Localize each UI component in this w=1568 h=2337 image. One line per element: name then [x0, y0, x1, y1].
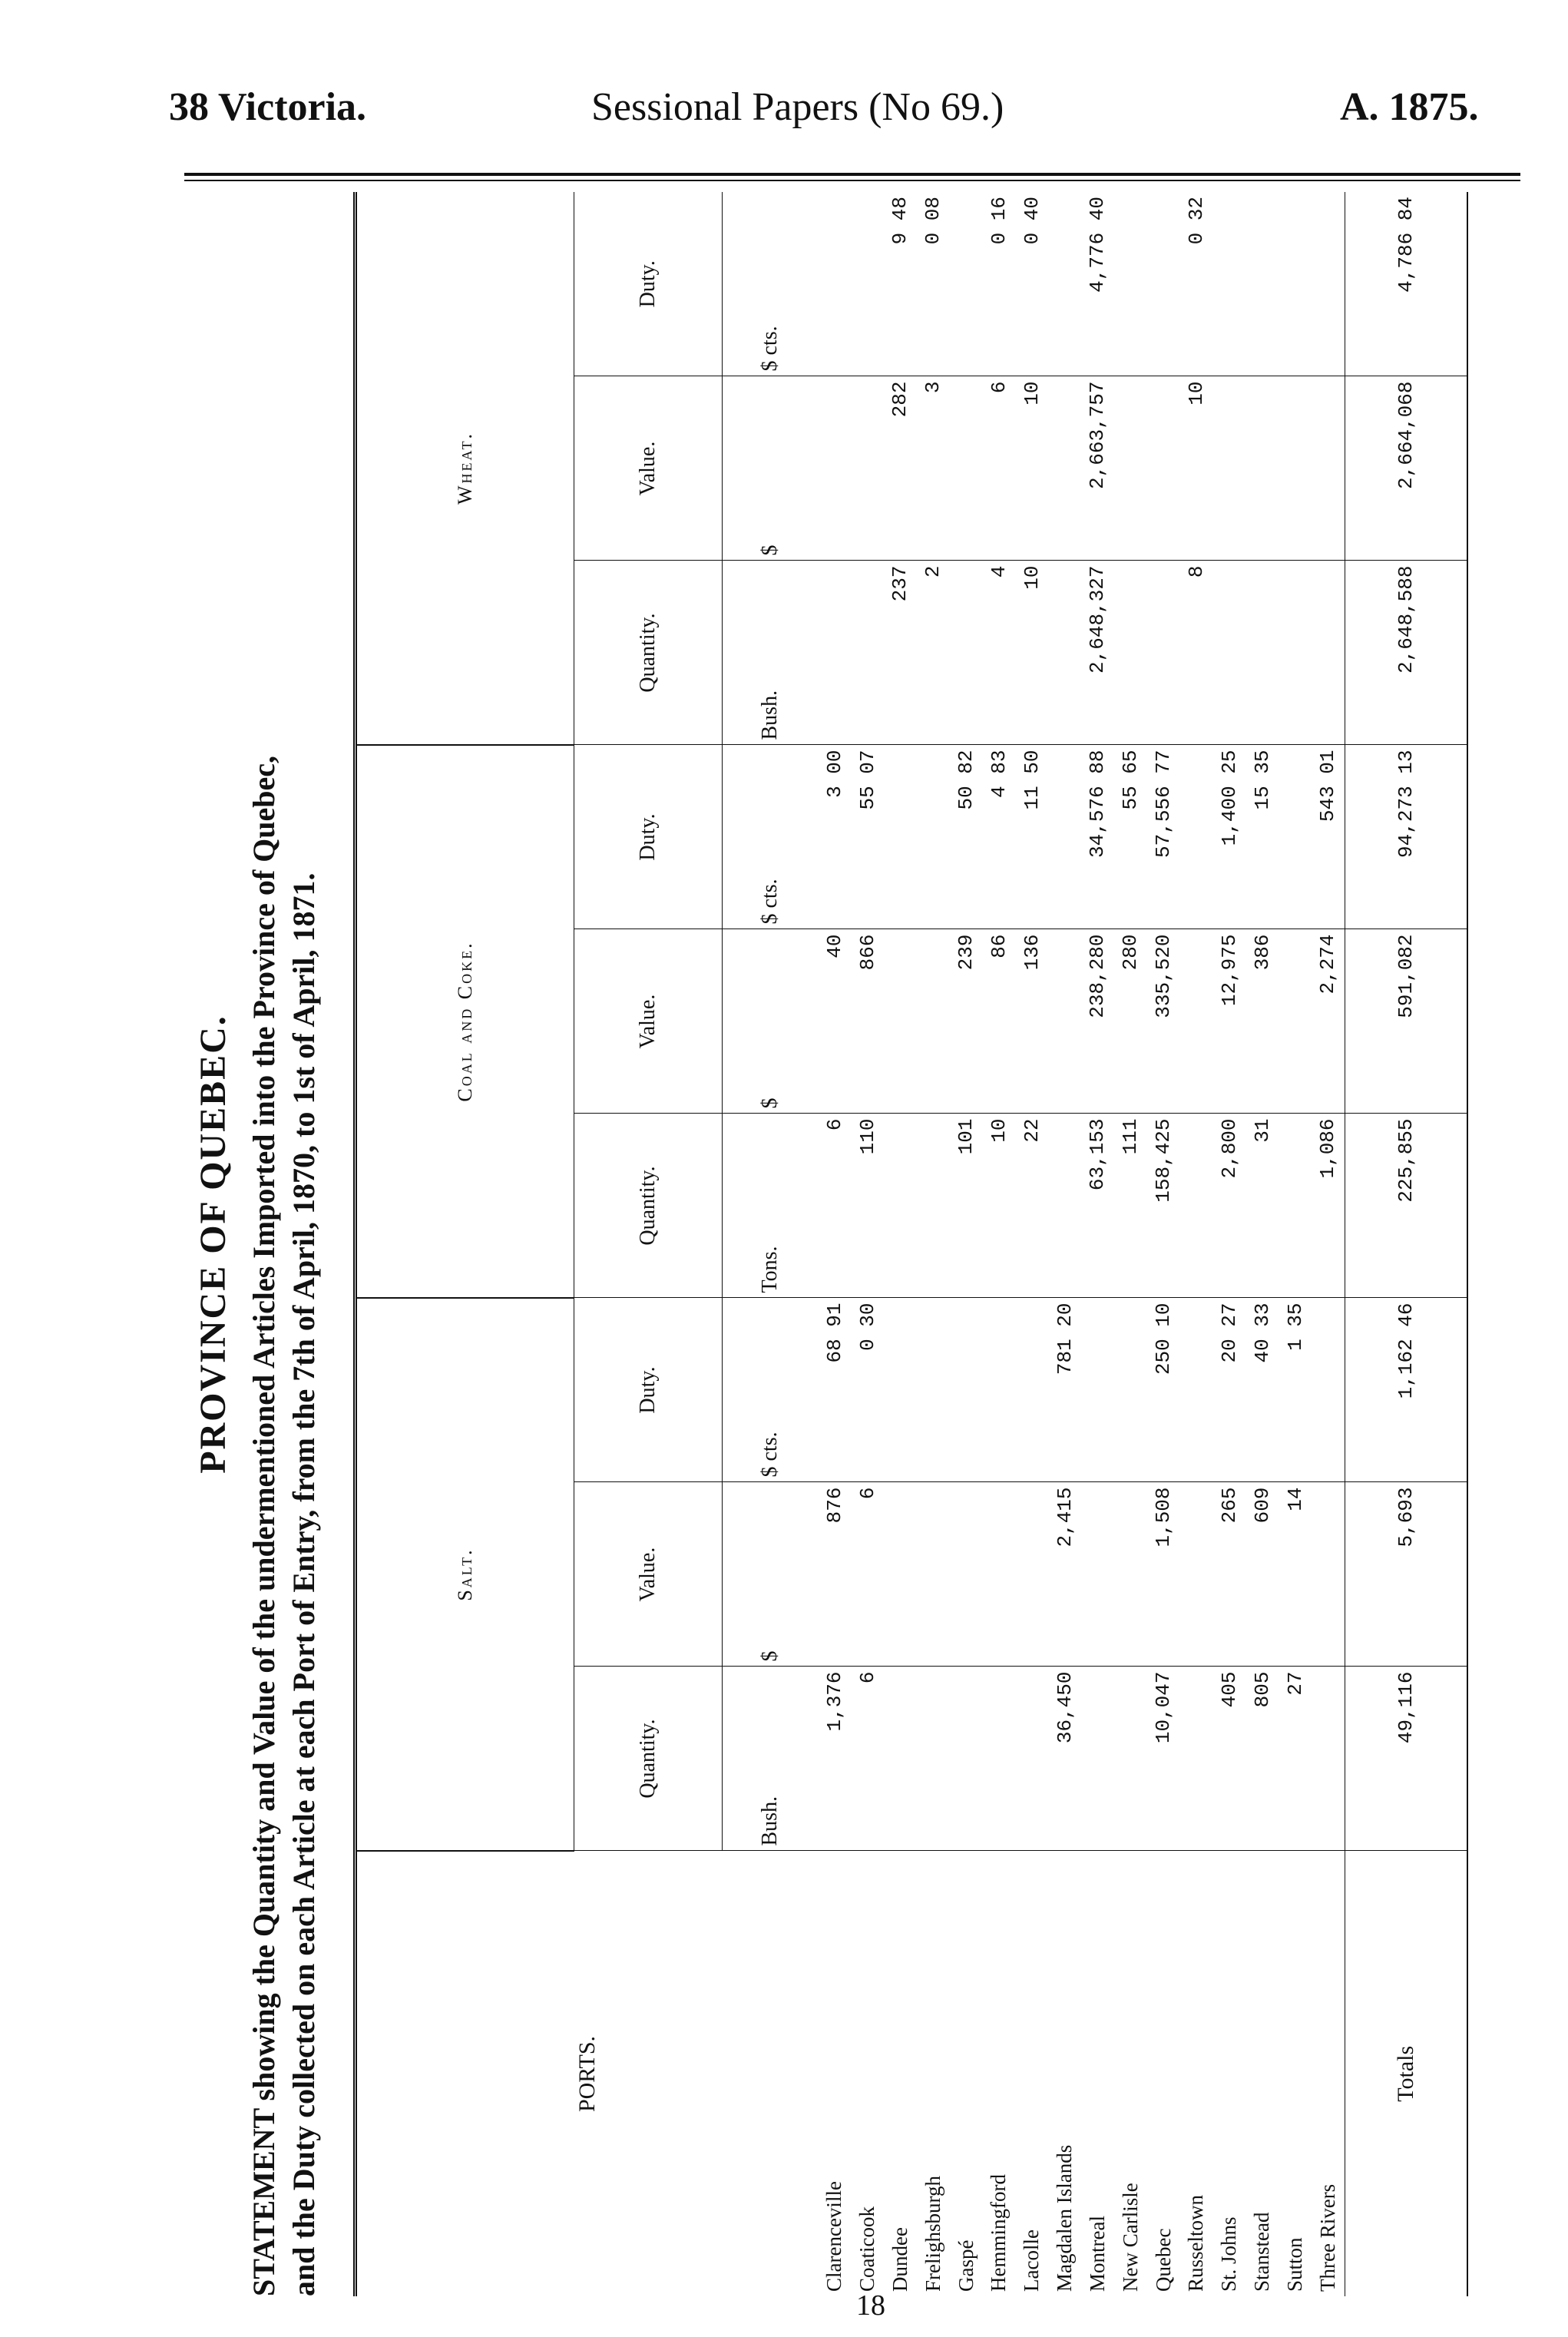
- cell-cd: 11 50: [1015, 745, 1048, 929]
- cell-cd: [1048, 745, 1081, 929]
- total-wheat-quantity: 2,648,588: [1345, 561, 1467, 745]
- port-name: Gaspé: [954, 2239, 978, 2292]
- table-row: [1147, 192, 1180, 2296]
- cell-wq: 237: [884, 561, 917, 745]
- cell-sq: [1312, 1667, 1345, 1851]
- table-row: [1048, 192, 1081, 2296]
- cell-sd: 20 27: [1212, 1298, 1245, 1482]
- port-name: Hemmingford: [987, 2174, 1011, 2292]
- cell-sv: 1,508: [1147, 1482, 1180, 1667]
- cell-sd: [1015, 1298, 1048, 1482]
- total-salt-quantity: 49,116: [1345, 1667, 1467, 1851]
- cell-cd: [1279, 745, 1312, 929]
- cell-wd: [1147, 192, 1180, 376]
- cell-cq: 158,425: [1147, 1114, 1180, 1298]
- cell-cq: 22: [1015, 1114, 1048, 1298]
- cell-wq: [1212, 561, 1245, 745]
- port-name: Dundee: [888, 2227, 911, 2292]
- cell-sv: [884, 1482, 917, 1667]
- cell-cv: 12,975: [1212, 929, 1245, 1114]
- cell-wd: 0 32: [1180, 192, 1213, 376]
- unit-coal-value: $: [723, 929, 819, 1114]
- cell-sq: [917, 1667, 950, 1851]
- page-header: [0, 84, 1568, 146]
- port-name: Coaticook: [855, 2206, 879, 2292]
- port-name: Russeltown: [1184, 2194, 1208, 2292]
- cell-sd: 781 20: [1048, 1298, 1081, 1482]
- table-row: [983, 192, 1016, 2296]
- cell-wd: [1312, 192, 1345, 376]
- cell-sq: 405: [1212, 1667, 1245, 1851]
- cell-cd: 543 01: [1312, 745, 1345, 929]
- cell-sq: 10,047: [1147, 1667, 1180, 1851]
- cell-wv: [1048, 376, 1081, 561]
- cell-sd: 1 35: [1279, 1298, 1312, 1482]
- cell-sq: [950, 1667, 983, 1851]
- wheat-duty-header: Duty.: [574, 192, 723, 376]
- cell-wv: [1212, 376, 1245, 561]
- cell-cv: [1180, 929, 1213, 1114]
- cell-sd: 68 91: [818, 1298, 851, 1482]
- cell-cd: [917, 745, 950, 929]
- total-salt-value: 5,693: [1345, 1482, 1467, 1667]
- cell-cv: 2,274: [1312, 929, 1345, 1114]
- cell-sd: 40 33: [1245, 1298, 1279, 1482]
- cell-wd: [1212, 192, 1245, 376]
- cell-wd: [818, 192, 851, 376]
- cell-wd: [1279, 192, 1312, 376]
- cell-wd: 0 40: [1015, 192, 1048, 376]
- cell-wv: [1279, 376, 1312, 561]
- cell-cq: 63,153: [1081, 1114, 1114, 1298]
- cell-sv: 6: [851, 1482, 884, 1667]
- page-title: PROVINCE OF QUEBEC.: [193, 1015, 233, 1474]
- cell-sv: 2,415: [1048, 1482, 1081, 1667]
- table-row: [1180, 192, 1213, 2296]
- coal-value-header: Value.: [574, 929, 723, 1114]
- cell-cv: [917, 929, 950, 1114]
- cell-wd: 9 48: [884, 192, 917, 376]
- cell-wq: [1312, 561, 1345, 745]
- cell-cd: 3 00: [818, 745, 851, 929]
- cell-cq: [884, 1114, 917, 1298]
- cell-sd: 0 30: [851, 1298, 884, 1482]
- total-salt-duty: 1,162 46: [1345, 1298, 1467, 1482]
- cell-sq: [884, 1667, 917, 1851]
- cell-sv: [950, 1482, 983, 1667]
- wheat-quantity-header: Quantity.: [574, 561, 723, 745]
- cell-wv: 6: [983, 376, 1016, 561]
- cell-cq: 10: [983, 1114, 1016, 1298]
- cell-cd: 15 35: [1245, 745, 1279, 929]
- table-row: [1114, 192, 1147, 2296]
- header-rule-thin: [184, 180, 1520, 181]
- header-rule: [184, 173, 1520, 176]
- page-number: 18: [856, 2289, 885, 2322]
- session-label: 38 Victoria.: [169, 85, 367, 129]
- wheat-value-header: Value.: [574, 376, 723, 561]
- cell-wq: [818, 561, 851, 745]
- port-name: Quebec: [1151, 2228, 1175, 2292]
- port-name: Clarenceville: [822, 2181, 846, 2292]
- cell-cv: 40: [818, 929, 851, 1114]
- rotated-table-page: [192, 192, 1513, 2296]
- cell-wq: 2: [917, 561, 950, 745]
- cell-cq: [1279, 1114, 1312, 1298]
- sessional-papers-label: Sessional Papers (No 69.): [591, 85, 1004, 129]
- cell-wq: [851, 561, 884, 745]
- cell-sd: [884, 1298, 917, 1482]
- port-name: St. Johns: [1217, 2216, 1241, 2292]
- cell-cd: 1,400 25: [1212, 745, 1245, 929]
- cell-cd: [1180, 745, 1213, 929]
- cell-wq: [1279, 561, 1312, 745]
- table-row: [818, 192, 851, 2296]
- cell-sq: 1,376: [818, 1667, 851, 1851]
- cell-sq: [983, 1667, 1016, 1851]
- cell-cd: 50 82: [950, 745, 983, 929]
- cell-wv: 10: [1015, 376, 1048, 561]
- cell-cd: 34,576 88: [1081, 745, 1114, 929]
- port-name: Three Rivers: [1315, 2183, 1339, 2292]
- table-row: [1245, 192, 1279, 2296]
- cell-wq: 4: [983, 561, 1016, 745]
- cell-sv: [1114, 1482, 1147, 1667]
- unit-salt-quantity: Bush.: [723, 1667, 819, 1851]
- port-name: Montreal: [1085, 2216, 1109, 2292]
- unit-salt-duty: $ cts.: [723, 1298, 819, 1482]
- table-row: [851, 192, 884, 2296]
- cell-sd: [1180, 1298, 1213, 1482]
- table-row: [1081, 192, 1114, 2296]
- port-name: New Carlisle: [1118, 2183, 1142, 2292]
- statement-line-2: and the Duty collected on each Article at each Port of Entry, from the 7th of April, 1870, to 1st of April, 1871.: [286, 872, 321, 2296]
- cell-sv: [1015, 1482, 1048, 1667]
- table-row: [1212, 192, 1245, 2296]
- cell-sq: 27: [1279, 1667, 1312, 1851]
- cell-wq: 10: [1015, 561, 1048, 745]
- unit-wheat-duty: $ cts.: [723, 192, 819, 376]
- cell-cd: 55 65: [1114, 745, 1147, 929]
- cell-wd: [950, 192, 983, 376]
- cell-cv: [1048, 929, 1081, 1114]
- cell-wq: [1245, 561, 1279, 745]
- cell-cv: 238,280: [1081, 929, 1114, 1114]
- coal-quantity-header: Quantity.: [574, 1114, 723, 1298]
- unit-wheat-value: $: [723, 376, 819, 561]
- cell-sq: 805: [1245, 1667, 1279, 1851]
- cell-sv: 14: [1279, 1482, 1312, 1667]
- cell-sq: 36,450: [1048, 1667, 1081, 1851]
- salt-value-header: Value.: [574, 1482, 723, 1667]
- cell-sv: [983, 1482, 1016, 1667]
- cell-cq: 110: [851, 1114, 884, 1298]
- statement-line-1: STATEMENT showing the Quantity and Value of the undermentioned Articles Imported into the Province of Quebec,: [246, 755, 281, 2296]
- cell-wv: [1245, 376, 1279, 561]
- imports-table: [353, 192, 1467, 2296]
- salt-group-header: Salt.: [356, 1298, 574, 1851]
- cell-wv: [950, 376, 983, 561]
- table-row: [917, 192, 950, 2296]
- coal-group-header: Coal and Coke.: [356, 745, 574, 1298]
- cell-cv: 866: [851, 929, 884, 1114]
- cell-sd: [1081, 1298, 1114, 1482]
- cell-cq: [1048, 1114, 1081, 1298]
- cell-sv: 265: [1212, 1482, 1245, 1667]
- cell-cd: 4 83: [983, 745, 1016, 929]
- cell-cq: [917, 1114, 950, 1298]
- cell-wd: 0 08: [917, 192, 950, 376]
- cell-wv: [851, 376, 884, 561]
- total-coal-quantity: 225,855: [1345, 1114, 1467, 1298]
- table-row: [950, 192, 983, 2296]
- cell-sd: 250 10: [1147, 1298, 1180, 1482]
- port-rows: [818, 192, 1345, 2296]
- cell-sq: [1081, 1667, 1114, 1851]
- unit-coal-quantity: Tons.: [723, 1114, 819, 1298]
- cell-cd: 55 07: [851, 745, 884, 929]
- cell-wv: 282: [884, 376, 917, 561]
- cell-cd: 57,556 77: [1147, 745, 1180, 929]
- wheat-group-header: Wheat.: [356, 192, 574, 745]
- cell-sd: [983, 1298, 1016, 1482]
- total-wheat-value: 2,664,068: [1345, 376, 1467, 561]
- total-coal-duty: 94,273 13: [1345, 745, 1467, 929]
- cell-cv: 136: [1015, 929, 1048, 1114]
- cell-wv: 10: [1180, 376, 1213, 561]
- cell-wd: [1048, 192, 1081, 376]
- cell-sv: [1081, 1482, 1114, 1667]
- cell-wd: [1245, 192, 1279, 376]
- salt-duty-header: Duty.: [574, 1298, 723, 1482]
- port-name: Lacolle: [1020, 2229, 1044, 2292]
- cell-sq: 6: [851, 1667, 884, 1851]
- cell-cq: 101: [950, 1114, 983, 1298]
- cell-sv: [1312, 1482, 1345, 1667]
- cell-sd: [950, 1298, 983, 1482]
- cell-cq: 31: [1245, 1114, 1279, 1298]
- port-name: Sutton: [1283, 2237, 1307, 2292]
- totals-label: Totals: [1345, 1851, 1467, 2296]
- cell-wq: [950, 561, 983, 745]
- cell-wv: 2,663,757: [1081, 376, 1114, 561]
- cell-cv: 280: [1114, 929, 1147, 1114]
- table-row: [884, 192, 917, 2296]
- cell-cd: [884, 745, 917, 929]
- cell-sv: [917, 1482, 950, 1667]
- cell-wv: [1114, 376, 1147, 561]
- cell-wd: 0 16: [983, 192, 1016, 376]
- total-coal-value: 591,082: [1345, 929, 1467, 1114]
- cell-wq: [1147, 561, 1180, 745]
- unit-salt-value: $: [723, 1482, 819, 1667]
- totals-row: [1345, 192, 1467, 2296]
- port-name: Stanstead: [1250, 2212, 1274, 2292]
- cell-cv: [1279, 929, 1312, 1114]
- cell-sv: 876: [818, 1482, 851, 1667]
- table-row: [1279, 192, 1312, 2296]
- ports-header: PORTS.: [356, 1851, 819, 2296]
- cell-sq: [1015, 1667, 1048, 1851]
- cell-cv: 86: [983, 929, 1016, 1114]
- cell-cq: 2,800: [1212, 1114, 1245, 1298]
- cell-wv: [1312, 376, 1345, 561]
- cell-sq: [1114, 1667, 1147, 1851]
- cell-cq: 6: [818, 1114, 851, 1298]
- coal-duty-header: Duty.: [574, 745, 723, 929]
- cell-sd: [917, 1298, 950, 1482]
- cell-sd: [1114, 1298, 1147, 1482]
- cell-cv: 335,520: [1147, 929, 1180, 1114]
- unit-coal-duty: $ cts.: [723, 745, 819, 929]
- table-row: [1015, 192, 1048, 2296]
- table-bottom-rule: [1467, 192, 1468, 2296]
- port-name: Frelighsburgh: [921, 2175, 944, 2292]
- cell-wv: 3: [917, 376, 950, 561]
- cell-cq: 111: [1114, 1114, 1147, 1298]
- cell-wq: [1114, 561, 1147, 745]
- cell-cq: [1180, 1114, 1213, 1298]
- year-label: A. 1875.: [1340, 85, 1479, 129]
- total-wheat-duty: 4,786 84: [1345, 192, 1467, 376]
- cell-cv: 239: [950, 929, 983, 1114]
- cell-wq: [1048, 561, 1081, 745]
- cell-wq: 2,648,327: [1081, 561, 1114, 745]
- cell-wv: [818, 376, 851, 561]
- unit-wheat-quantity: Bush.: [723, 561, 819, 745]
- cell-wd: [1114, 192, 1147, 376]
- cell-cv: 386: [1245, 929, 1279, 1114]
- cell-sq: [1180, 1667, 1213, 1851]
- cell-cq: 1,086: [1312, 1114, 1345, 1298]
- cell-wd: 4,776 40: [1081, 192, 1114, 376]
- salt-quantity-header: Quantity.: [574, 1667, 723, 1851]
- table-row: [1312, 192, 1345, 2296]
- cell-cv: [884, 929, 917, 1114]
- cell-wv: [1147, 376, 1180, 561]
- cell-wq: 8: [1180, 561, 1213, 745]
- cell-wd: [851, 192, 884, 376]
- port-name: Magdalen Islands: [1053, 2144, 1077, 2292]
- cell-sd: [1312, 1298, 1345, 1482]
- cell-sv: [1180, 1482, 1213, 1667]
- cell-sv: 609: [1245, 1482, 1279, 1667]
